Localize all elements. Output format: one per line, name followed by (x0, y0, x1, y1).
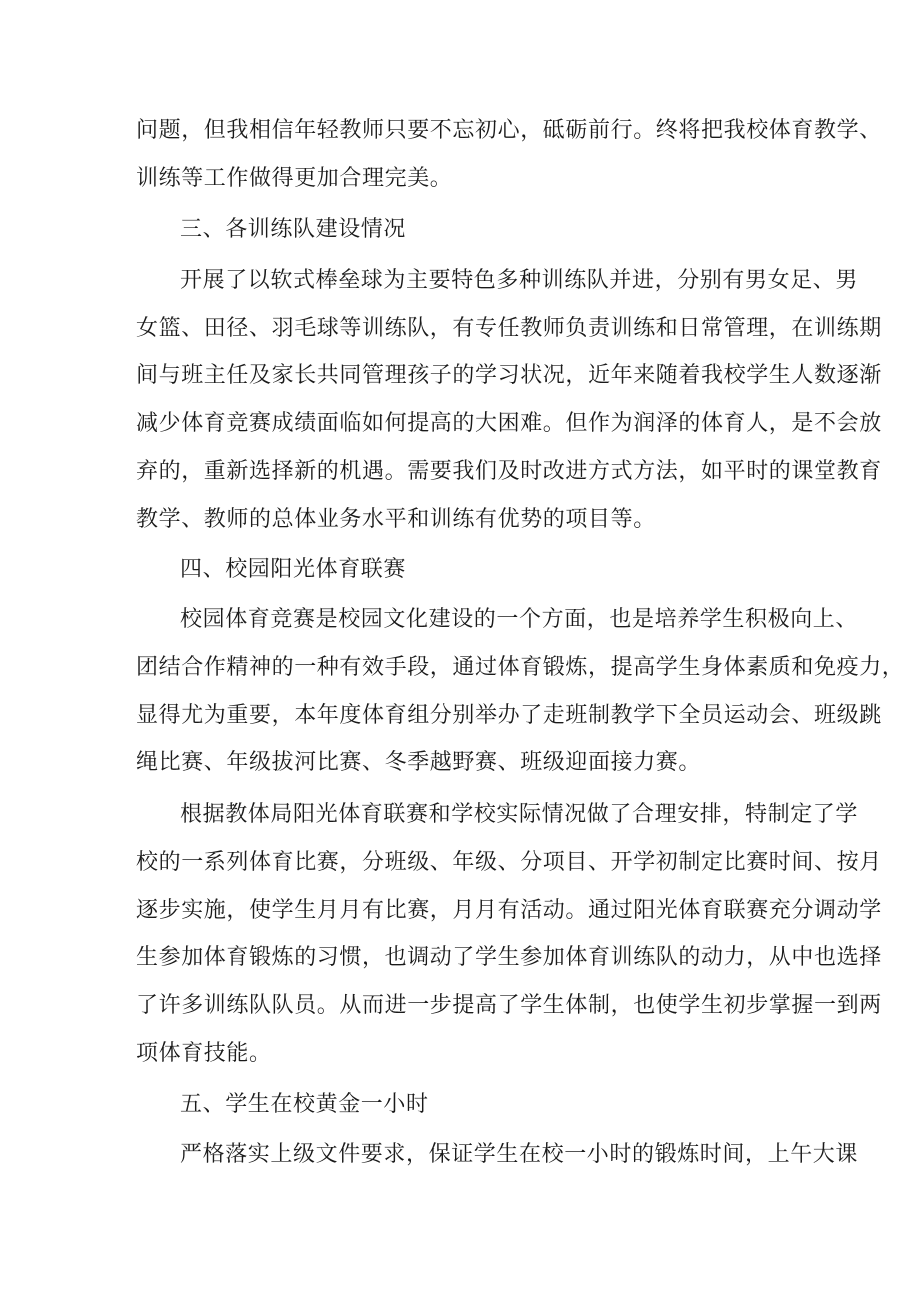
paragraph-line: 严格落实上级文件要求，保证学生在校一小时的锻炼时间，上午大课 (180, 1142, 859, 1167)
paragraph-line: 了许多训练队队员。从而进一步提高了学生体制，也使学生初步掌握一到两 (136, 993, 882, 1018)
paragraph-line: 女篮、田径、羽毛球等训练队，有专任教师负责训练和日常管理，在训练期 (136, 316, 882, 341)
paragraph-line: 绳比赛、年级拔河比赛、冬季越野赛、班级迎面接力赛。 (136, 750, 702, 775)
paragraph-line: 显得尤为重要，本年度体育组分别举办了走班制教学下全员运动会、班级跳 (136, 703, 882, 728)
paragraph-line: 团结合作精神的一种有效手段，通过体育锻炼，提高学生身体素质和免疫力， (136, 655, 905, 680)
paragraph-line: 校的一系列体育比赛，分班级、年级、分项目、开学初制定比赛时间、按月 (136, 850, 882, 875)
paragraph-line: 逐步实施，使学生月月有比赛，月月有活动。通过阳光体育联赛充分调动学 (136, 898, 882, 923)
paragraph-line: 教学、教师的总体业务水平和训练有优势的项目等。 (136, 507, 656, 532)
paragraph-line: 根据教体局阳光体育联赛和学校实际情况做了合理安排，特制定了学 (180, 802, 859, 827)
paragraph-line: 项体育技能。 (136, 1041, 272, 1066)
paragraph-line: 减少体育竞赛成绩面临如何提高的大困难。但作为润泽的体育人，是不会放 (136, 411, 882, 436)
paragraph-line: 训练等工作做得更加合理完美。 (136, 166, 453, 191)
paragraph-line: 生参加体育锻炼的习惯，也调动了学生参加体育训练队的动力，从中也选择 (136, 945, 882, 970)
paragraph-line: 开展了以软式棒垒球为主要特色多种训练队并进，分别有男女足、男 (180, 268, 859, 293)
section-heading: 三、各训练队建设情况 (180, 217, 407, 242)
paragraph-line: 问题，但我相信年轻教师只要不忘初心，砥砺前行。终将把我校体育教学、 (136, 118, 882, 143)
paragraph-line: 间与班主任及家长共同管理孩子的学习状况，近年来随着我校学生人数逐渐 (136, 363, 882, 388)
paragraph-line: 弃的，重新选择新的机遇。需要我们及时改进方式方法，如平时的课堂教育 (136, 459, 882, 484)
section-heading: 五、学生在校黄金一小时 (180, 1092, 429, 1117)
section-heading: 四、校园阳光体育联赛 (180, 557, 407, 582)
paragraph-line: 校园体育竞赛是校园文化建设的一个方面，也是培养学生积极向上、 (180, 607, 859, 632)
